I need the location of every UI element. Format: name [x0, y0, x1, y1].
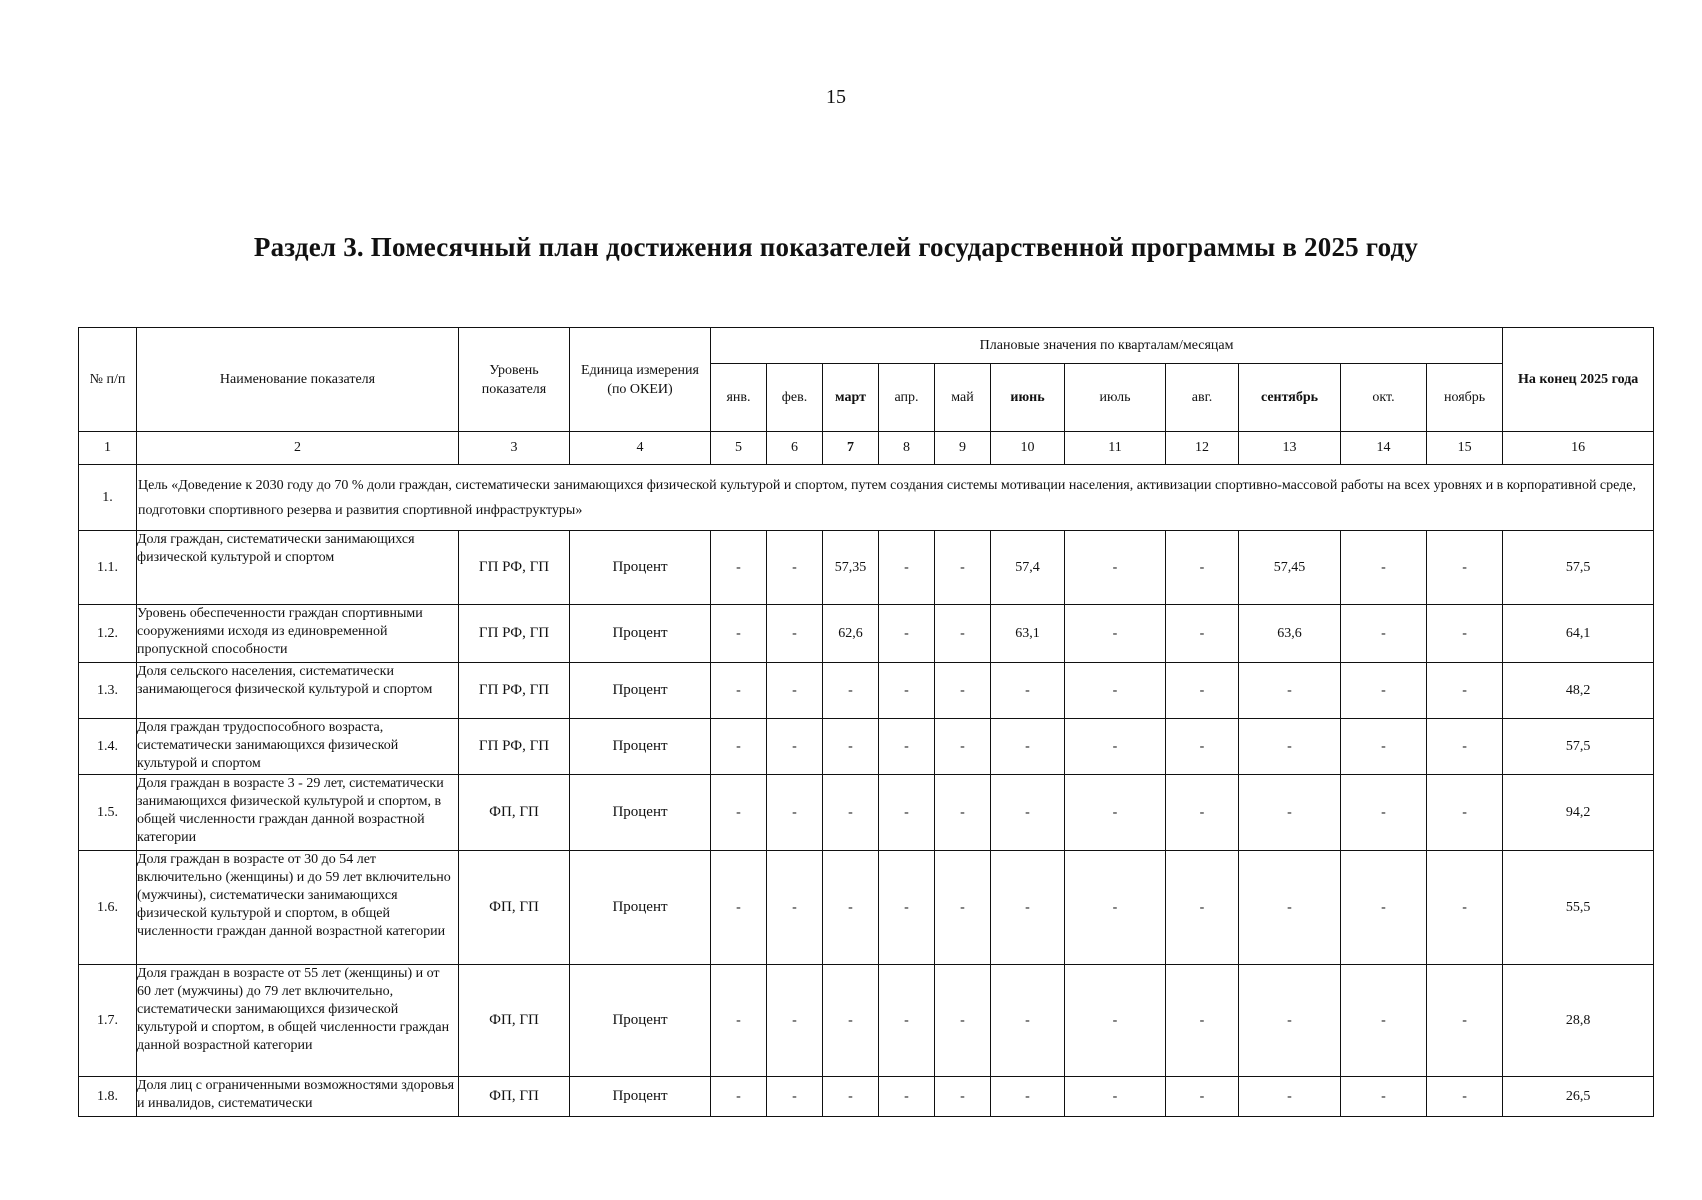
goal-row	[79, 465, 1654, 531]
table-row	[79, 719, 1654, 775]
table-row	[79, 605, 1654, 663]
month-value: -	[823, 663, 879, 719]
month-value: -	[1166, 531, 1239, 605]
month-value: -	[1065, 719, 1166, 775]
indicator-name: Уровень обеспеченности граждан спортивными сооружениями исходя из единовременной пропускной способности	[137, 605, 459, 663]
header-level: Уровень показателя	[459, 328, 570, 432]
page-number: 15	[826, 86, 846, 108]
month-value: -	[1065, 663, 1166, 719]
month-value: -	[879, 531, 935, 605]
end-year-value: 64,1	[1503, 605, 1654, 663]
header-month-jun: июнь	[991, 364, 1065, 432]
header-end-year: На конец 2025 года	[1503, 328, 1654, 432]
indicator-level: ФП, ГП	[459, 851, 570, 965]
month-value: -	[1166, 719, 1239, 775]
month-value: -	[1166, 663, 1239, 719]
month-value: -	[1341, 663, 1427, 719]
column-number: 8	[879, 432, 935, 465]
month-value: -	[879, 1077, 935, 1117]
row-num: 1.2.	[79, 605, 137, 663]
header-month-feb: фев.	[767, 364, 823, 432]
indicator-unit: Процент	[570, 851, 711, 965]
row-num: 1.6.	[79, 851, 137, 965]
month-value: -	[823, 719, 879, 775]
column-number: 9	[935, 432, 991, 465]
month-value: -	[991, 663, 1065, 719]
month-value: -	[935, 775, 991, 851]
header-month-may: май	[935, 364, 991, 432]
month-value: -	[879, 605, 935, 663]
indicator-unit: Процент	[570, 719, 711, 775]
month-value: -	[823, 965, 879, 1077]
month-value: -	[1341, 965, 1427, 1077]
month-value: -	[879, 719, 935, 775]
month-value: 57,4	[991, 531, 1065, 605]
month-value: -	[1427, 663, 1503, 719]
header-name: Наименование показателя	[137, 328, 459, 432]
month-value: 63,6	[1239, 605, 1341, 663]
month-value: -	[1065, 775, 1166, 851]
month-value: -	[767, 851, 823, 965]
month-value: -	[1239, 1077, 1341, 1117]
month-value: -	[879, 663, 935, 719]
month-value: -	[711, 531, 767, 605]
goal-num: 1.	[79, 465, 137, 531]
month-value: -	[1427, 775, 1503, 851]
month-value: -	[711, 719, 767, 775]
indicator-unit: Процент	[570, 531, 711, 605]
month-value: -	[711, 605, 767, 663]
indicator-level: ГП РФ, ГП	[459, 719, 570, 775]
end-year-value: 57,5	[1503, 531, 1654, 605]
month-value: -	[711, 965, 767, 1077]
column-number: 10	[991, 432, 1065, 465]
month-value: -	[935, 719, 991, 775]
month-value: 57,45	[1239, 531, 1341, 605]
month-value: -	[1239, 851, 1341, 965]
month-value: -	[935, 1077, 991, 1117]
indicator-unit: Процент	[570, 965, 711, 1077]
month-value: -	[823, 851, 879, 965]
end-year-value: 57,5	[1503, 719, 1654, 775]
month-value: -	[1341, 1077, 1427, 1117]
indicator-name: Доля граждан в возрасте 3 - 29 лет, систематически занимающихся физической культурой и спортом, в общей численности граждан данной возрастной категории	[137, 775, 459, 851]
month-value: 62,6	[823, 605, 879, 663]
column-number: 7	[823, 432, 879, 465]
column-number: 16	[1503, 432, 1654, 465]
end-year-value: 26,5	[1503, 1077, 1654, 1117]
month-value: -	[1166, 851, 1239, 965]
header-num: № п/п	[79, 328, 137, 432]
month-value: -	[1166, 775, 1239, 851]
header-month-aug: авг.	[1166, 364, 1239, 432]
month-value: -	[1427, 605, 1503, 663]
month-value: -	[991, 965, 1065, 1077]
column-number: 15	[1427, 432, 1503, 465]
column-number: 14	[1341, 432, 1427, 465]
month-value: -	[935, 965, 991, 1077]
plan-table	[78, 327, 1654, 1117]
month-value: -	[1427, 851, 1503, 965]
row-num: 1.4.	[79, 719, 137, 775]
month-value: -	[991, 775, 1065, 851]
month-value: -	[767, 531, 823, 605]
indicator-level: ГП РФ, ГП	[459, 605, 570, 663]
header-month-sep: сентябрь	[1239, 364, 1341, 432]
month-value: -	[991, 1077, 1065, 1117]
month-value: -	[1341, 605, 1427, 663]
page-title: Раздел 3. Помесячный план достижения показателей государственной программы в 2025 году	[253, 232, 1419, 262]
month-value: -	[711, 851, 767, 965]
indicator-unit: Процент	[570, 775, 711, 851]
column-number: 1	[79, 432, 137, 465]
month-value: -	[935, 851, 991, 965]
indicator-level: ГП РФ, ГП	[459, 531, 570, 605]
month-value: -	[935, 531, 991, 605]
column-number: 11	[1065, 432, 1166, 465]
header-month-apr: апр.	[879, 364, 935, 432]
month-value: -	[1166, 605, 1239, 663]
header-month-jan: янв.	[711, 364, 767, 432]
end-year-value: 48,2	[1503, 663, 1654, 719]
month-value: -	[1239, 663, 1341, 719]
indicator-unit: Процент	[570, 663, 711, 719]
row-num: 1.7.	[79, 965, 137, 1077]
header-month-mar: март	[823, 364, 879, 432]
month-value: -	[1065, 1077, 1166, 1117]
month-value: -	[1427, 531, 1503, 605]
month-value: -	[1341, 851, 1427, 965]
column-number: 4	[570, 432, 711, 465]
column-number: 2	[137, 432, 459, 465]
month-value: -	[935, 605, 991, 663]
month-value: -	[1427, 965, 1503, 1077]
indicator-level: ФП, ГП	[459, 775, 570, 851]
table-row	[79, 1077, 1654, 1117]
indicator-name: Доля граждан в возрасте от 30 до 54 лет включительно (женщины) и до 59 лет включительно (мужчины), систематически занимающихся физической культурой и спортом, в общей численности граждан данной возрастной категории	[137, 851, 459, 965]
month-value: -	[1065, 851, 1166, 965]
month-value: -	[1166, 1077, 1239, 1117]
month-value: -	[1239, 719, 1341, 775]
month-value: -	[1239, 965, 1341, 1077]
month-value: -	[767, 965, 823, 1077]
indicator-level: ФП, ГП	[459, 965, 570, 1077]
header-month-nov: ноябрь	[1427, 364, 1503, 432]
month-value: -	[767, 663, 823, 719]
month-value: -	[879, 965, 935, 1077]
column-number: 13	[1239, 432, 1341, 465]
indicator-name: Доля лиц с ограниченными возможностями здоровья и инвалидов, систематически	[137, 1077, 459, 1117]
row-num: 1.8.	[79, 1077, 137, 1117]
header-planned-values: Плановые значения по кварталам/месяцам	[711, 328, 1503, 364]
month-value: -	[1166, 965, 1239, 1077]
indicator-unit: Процент	[570, 1077, 711, 1117]
month-value: -	[1065, 965, 1166, 1077]
month-value: -	[1341, 775, 1427, 851]
month-value: -	[991, 719, 1065, 775]
table-row	[79, 775, 1654, 851]
month-value: -	[991, 851, 1065, 965]
month-value: -	[935, 663, 991, 719]
row-num: 1.1.	[79, 531, 137, 605]
month-value: -	[1427, 719, 1503, 775]
month-value: -	[823, 1077, 879, 1117]
table-row	[79, 851, 1654, 965]
month-value: -	[1341, 719, 1427, 775]
goal-text: Цель «Доведение к 2030 году до 70 % доли граждан, систематически занимающихся физической культурой и спортом, путем создания системы мотивации населения, активизации спортивно-массовой работы на всех уровнях и в корпоративной среде, подготовки спортивного резерва и развития спортивной инфраструктуры»	[137, 465, 1654, 531]
month-value: -	[711, 775, 767, 851]
table-row	[79, 663, 1654, 719]
month-value: -	[1065, 605, 1166, 663]
end-year-value: 55,5	[1503, 851, 1654, 965]
column-numbers-row	[79, 432, 1654, 465]
month-value: -	[879, 851, 935, 965]
month-value: -	[767, 719, 823, 775]
month-value: -	[823, 775, 879, 851]
month-value: -	[1239, 775, 1341, 851]
column-number: 5	[711, 432, 767, 465]
month-value: -	[1427, 1077, 1503, 1117]
column-number: 6	[767, 432, 823, 465]
indicator-name: Доля граждан в возрасте от 55 лет (женщины) и от 60 лет (мужчины) до 79 лет включительно, систематически занимающихся физической культурой и спортом, в общей численности граждан данной возрастной категории	[137, 965, 459, 1077]
indicator-unit: Процент	[570, 605, 711, 663]
month-value: -	[711, 1077, 767, 1117]
indicator-level: ГП РФ, ГП	[459, 663, 570, 719]
header-month-jul: июль	[1065, 364, 1166, 432]
month-value: -	[1065, 531, 1166, 605]
indicator-level: ФП, ГП	[459, 1077, 570, 1117]
indicator-name: Доля граждан, систематически занимающихся физической культурой и спортом	[137, 531, 459, 605]
month-value: 63,1	[991, 605, 1065, 663]
header-month-oct: окт.	[1341, 364, 1427, 432]
row-num: 1.5.	[79, 775, 137, 851]
header-unit: Единица измерения (по ОКЕИ)	[570, 328, 711, 432]
indicator-name: Доля сельского населения, систематически занимающегося физической культурой и спортом	[137, 663, 459, 719]
table-row	[79, 531, 1654, 605]
end-year-value: 94,2	[1503, 775, 1654, 851]
month-value: -	[767, 1077, 823, 1117]
table-row	[79, 965, 1654, 1077]
row-num: 1.3.	[79, 663, 137, 719]
month-value: -	[1341, 531, 1427, 605]
month-value: -	[711, 663, 767, 719]
end-year-value: 28,8	[1503, 965, 1654, 1077]
month-value: 57,35	[823, 531, 879, 605]
column-number: 3	[459, 432, 570, 465]
month-value: -	[767, 605, 823, 663]
month-value: -	[879, 775, 935, 851]
column-number: 12	[1166, 432, 1239, 465]
month-value: -	[767, 775, 823, 851]
indicator-name: Доля граждан трудоспособного возраста, систематически занимающихся физической культурой и спортом	[137, 719, 459, 775]
